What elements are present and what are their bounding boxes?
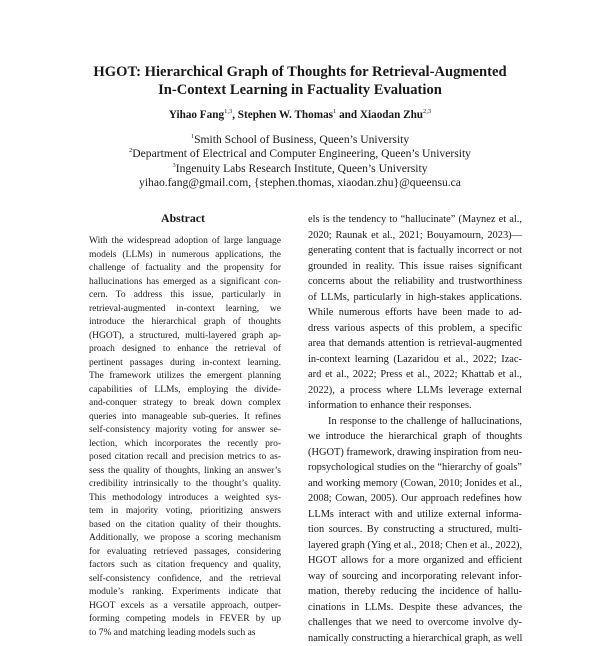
abstract-line: for evaluating retrieved passages, considering — [89, 546, 281, 560]
intro-line: (HGOT) framework, drawing inspiration from neu- — [308, 445, 522, 461]
abstract-line: lection, which incorporates the recently pro- — [89, 438, 281, 452]
intro-line: generating content that is factually incorrect or not — [308, 243, 522, 259]
intro-line: and working memory (Cowan, 2010; Jonides et al., — [308, 476, 522, 492]
abstract-line: based on the citation quality of their thoughts. — [89, 519, 281, 533]
intro-line: While numerous efforts have been made to ad- — [308, 305, 522, 321]
affiliation-line — [40, 147, 560, 161]
intro-line: ard et al., 2022; Press et al., 2022; Khattab et al., — [308, 367, 522, 383]
author-superscript: 1,3 — [224, 108, 232, 115]
affiliation-text: Smith School of Business, Queen’s University — [194, 133, 409, 146]
intro-line: area that demands attention is retrieval-augmented — [308, 336, 522, 352]
intro-line: information to enhance their responses. — [308, 398, 522, 414]
intro-line: we introduce the hierarchical graph of thoughts — [308, 429, 522, 445]
intro-line: HGOT allows for a more organized and efficient — [308, 553, 522, 569]
title-line: HGOT: Hierarchical Graph of Thoughts for Retrieval-Augmented — [40, 63, 560, 81]
intro-line: mation, thereby reducing the incidence of hallu- — [308, 584, 522, 600]
author-list — [40, 108, 560, 122]
affiliation-superscript: 2 — [129, 147, 132, 154]
affiliation-text: Department of Electrical and Computer Engineering, Queen’s University — [132, 147, 471, 160]
intro-line: LLMs interact with and utilize external informa- — [308, 507, 522, 523]
intro-line: 2008; Cowan, 2005). Our approach redefines how — [308, 491, 522, 507]
intro-line: 2020; Raunak et al., 2021; Bouyamourn, 2023)— — [308, 228, 522, 244]
abstract-line: sess the quality of thoughts, linking an answer’s — [89, 465, 281, 479]
introduction-body — [308, 212, 522, 646]
intro-line: way of sourcing and incorporating relevant infor- — [308, 569, 522, 585]
abstract-line: With the widespread adoption of large language — [89, 235, 281, 249]
intro-line: tion sources. By constructing a structured, multi- — [308, 522, 522, 538]
intro-line: ropsychological studies on the “hierarchy of goals” — [308, 460, 522, 476]
author-name: Yihao Fang — [169, 109, 224, 121]
abstract-line: module’s ranking. Experiments indicate that — [89, 586, 281, 600]
author-name: Stephen W. Thomas — [238, 109, 333, 121]
intro-line: grounded in reality. This issue raises significant — [308, 259, 522, 275]
author-separator: and — [336, 109, 360, 121]
abstract-line: pertinent passages during in-context learning. — [89, 357, 281, 371]
intro-line: cinations in LLMs. Despite these advances, the — [308, 600, 522, 616]
intro-line: in-context learning (Lazaridou et al., 2022; Izac- — [308, 352, 522, 368]
abstract-line: (HGOT), a structured, multi-layered graph ap- — [89, 330, 281, 344]
author-superscript: 2,3 — [423, 108, 431, 115]
intro-line: namically constructing a hierarchical graph, as well — [308, 631, 522, 646]
affiliation-superscript: 1 — [191, 133, 194, 140]
intro-line: challenges that we need to overcome involve dy- — [308, 615, 522, 631]
abstract-line: This methodology introduces a weighted sys- — [89, 492, 281, 506]
author-emails: yihao.fang@gmail.com, {stephen.thomas, xiaodan.zhu}@queensu.ca — [40, 176, 560, 190]
abstract-heading: Abstract — [88, 211, 278, 225]
abstract-line: cern. To address this issue, particularly in — [89, 289, 281, 303]
abstract-line: to 7% and matching leading models such as — [89, 627, 281, 641]
abstract-line: proach designed to enhance the retrieval of — [89, 343, 281, 357]
abstract-line: The framework utilizes the emergent planning — [89, 370, 281, 384]
abstract-line: hallucinations has emerged as a significant con- — [89, 276, 281, 290]
abstract-line: Additionally, we propose a scoring mechanism — [89, 532, 281, 546]
affiliation-line — [40, 133, 560, 147]
abstract-line: self-consistency majority voting for answer se- — [89, 424, 281, 438]
paper-title — [40, 63, 560, 99]
intro-line: 2022), a process where LLMs leverage external — [308, 383, 522, 399]
abstract-line: capabilities of LLMs, employing the divide- — [89, 384, 281, 398]
title-line: In-Context Learning in Factuality Evaluation — [40, 81, 560, 99]
intro-line: of LLMs, particularly in high-stakes applications. — [308, 290, 522, 306]
intro-line: dress various aspects of this problem, a specific — [308, 321, 522, 337]
abstract-line: introduce the hierarchical graph of thoughts — [89, 316, 281, 330]
abstract-line: and-conquer strategy to break down complex — [89, 397, 281, 411]
abstract-line: retrieval-augmented in-context learning, we — [89, 303, 281, 317]
abstract-line: self-consistency confidence, and the retrieval — [89, 573, 281, 587]
abstract-line: credibility intrinsically to the thought’s quality. — [89, 478, 281, 492]
intro-line: els is the tendency to “hallucinate” (Maynez et al., — [308, 212, 522, 228]
intro-line: layered graph (Ying et al., 2018; Chen et al., 2022), — [308, 538, 522, 554]
abstract-line: forming competing models in FEVER by up — [89, 613, 281, 627]
affiliations — [40, 133, 560, 191]
author-name: Xiaodan Zhu — [360, 109, 423, 121]
affiliation-line — [40, 162, 560, 176]
abstract-line: challenge of factuality and the propensity for — [89, 262, 281, 276]
affiliation-text: Ingenuity Labs Research Institute, Queen’s University — [176, 162, 428, 175]
author-superscript: 1 — [333, 108, 336, 115]
intro-line: concerns about the reliability and trustworthiness — [308, 274, 522, 290]
abstract-line: posed citation recall and precision metrics to as- — [89, 451, 281, 465]
intro-line: In response to the challenge of hallucinations, — [308, 414, 522, 430]
abstract-line: models (LLMs) in numerous applications, the — [89, 249, 281, 263]
affiliation-superscript: 3 — [172, 162, 175, 169]
abstract-line: factors such as citation frequency and quality, — [89, 559, 281, 573]
abstract-body — [89, 235, 281, 640]
abstract-line: queries into manageable sub-queries. It refines — [89, 411, 281, 425]
abstract-line: tem in majority voting, prioritizing answers — [89, 505, 281, 519]
author-separator: , — [232, 109, 238, 121]
abstract-line: HGOT excels as a versatile approach, outper- — [89, 600, 281, 614]
